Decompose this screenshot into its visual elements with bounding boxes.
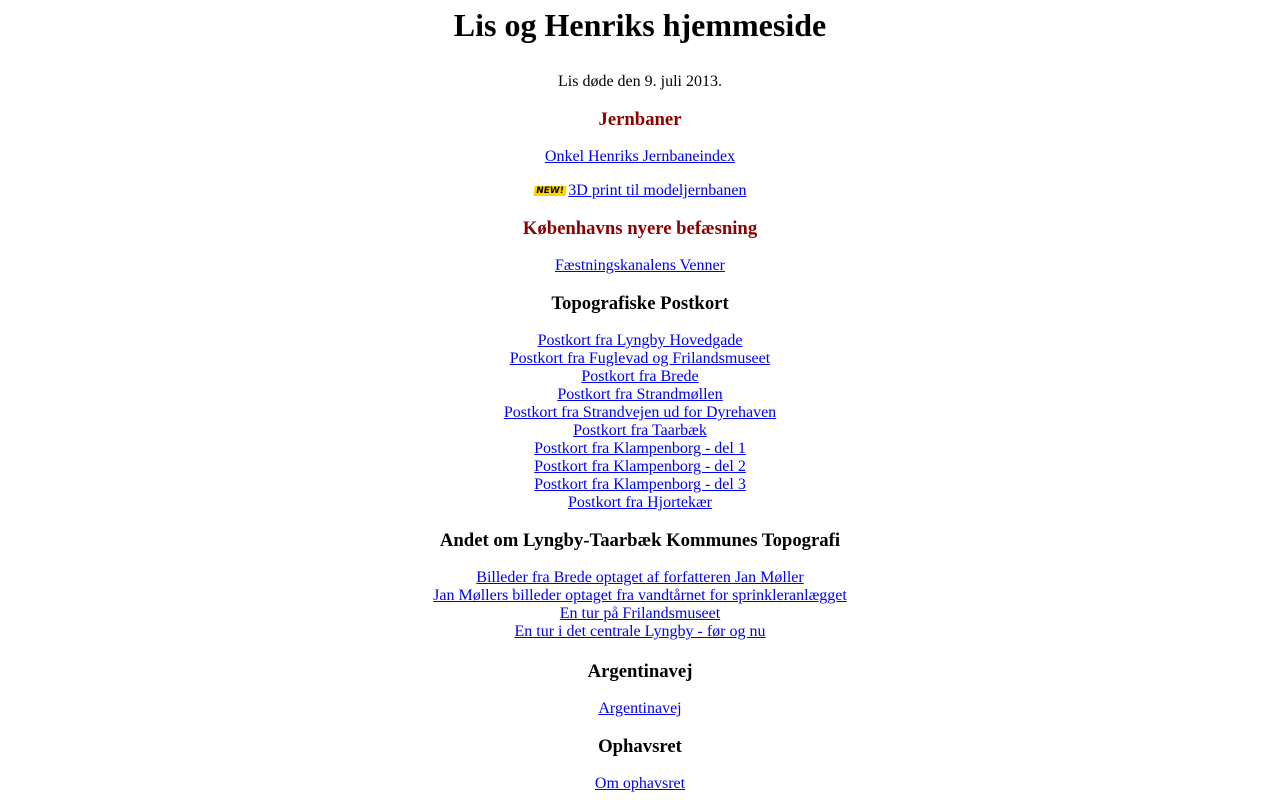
postkort-link[interactable]: Postkort fra Klampenborg - del 2 [534,458,746,475]
andet-link[interactable]: En tur i det centrale Lyngby - før og nu [514,623,766,640]
section-jernbaner [0,109,1280,200]
postkort-link[interactable]: Postkort fra Klampenborg - del 1 [534,440,746,457]
link-argentinavej[interactable]: Argentinavej [598,700,682,717]
section-postkort [0,293,1280,512]
heading-andet: Andet om Lyngby-Taarbæk Kommunes Topografi [439,530,841,551]
postkort-link-list [0,332,1280,512]
memorial-notice: Lis døde den 9. juli 2013. [558,73,722,90]
postkort-link[interactable]: Postkort fra Fuglevad og Frilandsmuseet [509,350,771,367]
link-faestningskanalens-venner[interactable]: Fæstningskanalens Venner [555,257,725,274]
link-3d-print[interactable]: 3D print til modeljernbanen [568,182,747,199]
postkort-link[interactable]: Postkort fra Strandvejen ud for Dyrehaven [503,404,777,421]
link-om-ophavsret[interactable]: Om ophavsret [594,775,686,792]
andet-link[interactable]: Jan Møllers billeder optaget fra vandtårnet for sprinkleranlægget [433,587,847,604]
heading-ophavsret: Ophavsret [598,736,682,757]
link-jernbaneindex[interactable]: Onkel Henriks Jernbaneindex [544,148,736,165]
postkort-link[interactable]: Postkort fra Hjortekær [568,494,712,511]
section-argentinavej [0,661,1280,718]
section-andet [0,530,1280,641]
andet-link[interactable]: En tur på Frilandsmuseet [559,605,721,622]
postkort-link[interactable]: Postkort fra Strandmøllen [557,386,723,403]
heading-argentinavej: Argentinavej [587,661,693,682]
heading-postkort: Topografiske Postkort [551,293,729,314]
andet-link[interactable]: Billeder fra Brede optaget af forfatteren Jan Møller [476,569,804,586]
page-title: Lis og Henriks hjemmeside [453,7,827,43]
heading-jernbaner: Jernbaner [598,109,682,130]
postkort-link[interactable]: Postkort fra Klampenborg - del 3 [534,476,746,493]
section-befaestning [0,218,1280,275]
heading-befaestning: Københavns nyere befæsning [522,218,758,239]
andet-link-list [0,569,1280,641]
postkort-link[interactable]: Postkort fra Lyngby Hovedgade [537,332,743,349]
postkort-link[interactable]: Postkort fra Brede [581,368,699,385]
postkort-link[interactable]: Postkort fra Taarbæk [573,422,707,439]
section-ophavsret [0,736,1280,793]
new-badge-icon: NEW! [534,186,564,196]
